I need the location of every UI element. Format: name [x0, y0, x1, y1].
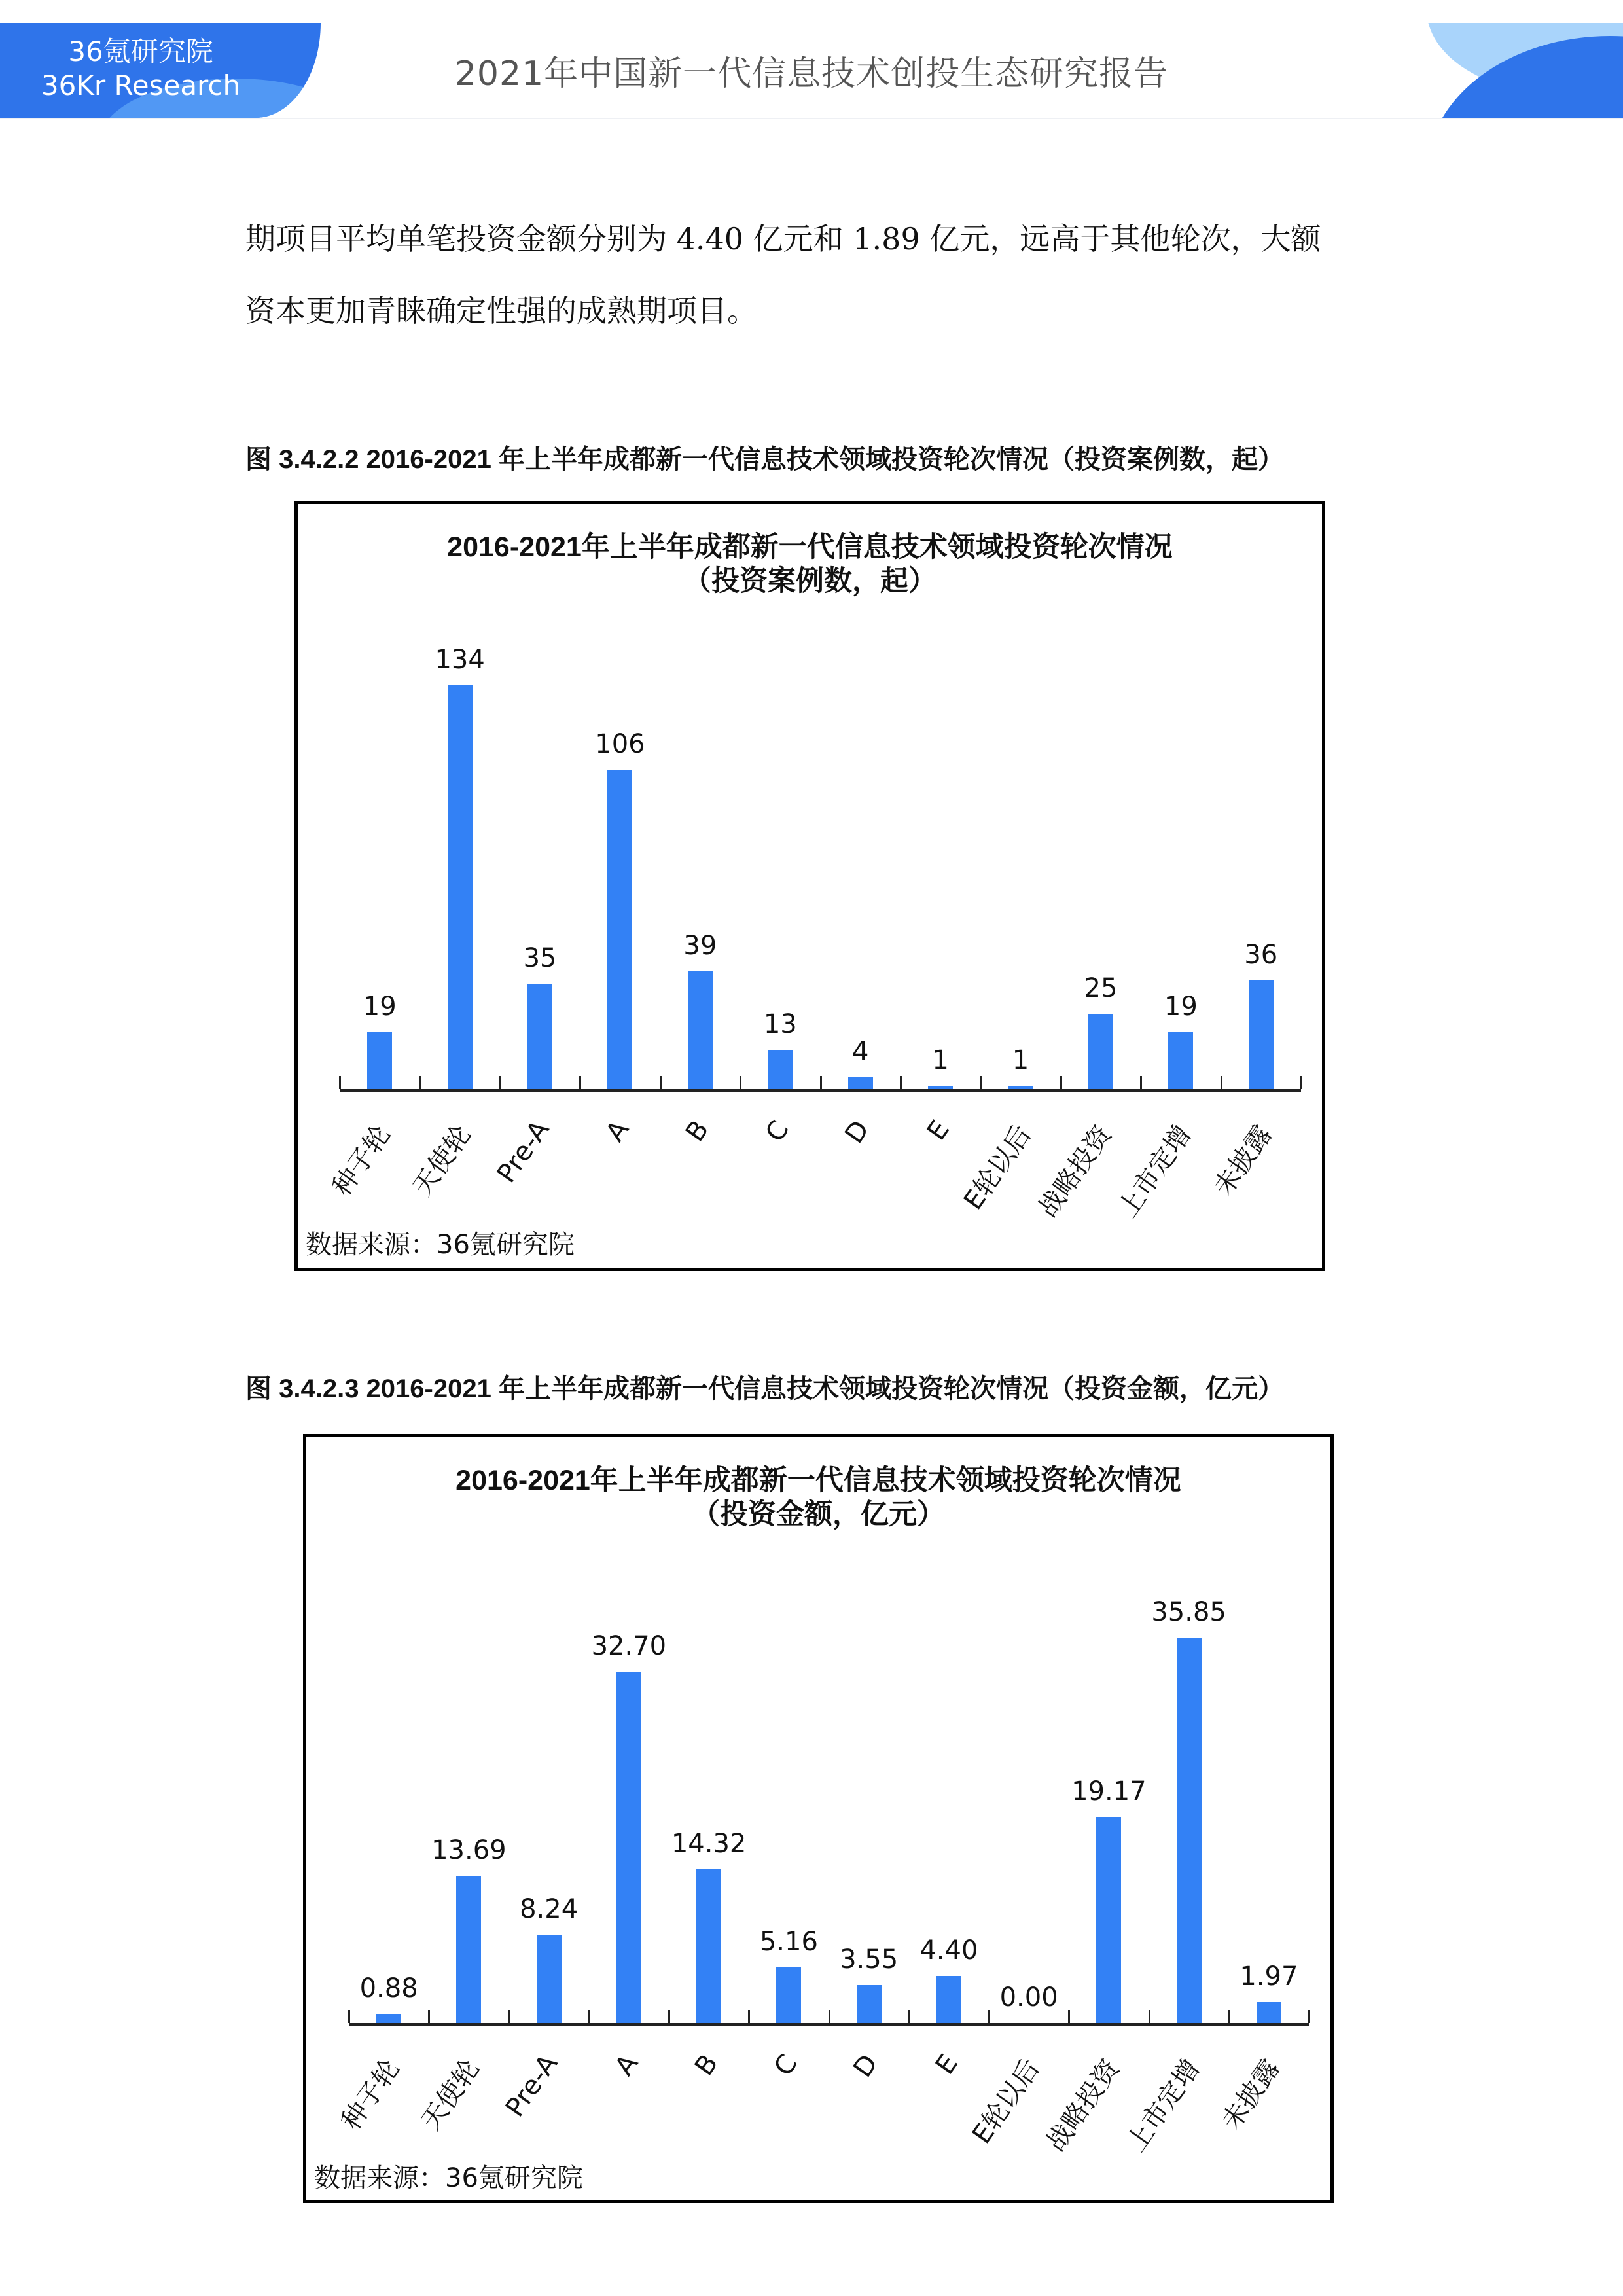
category-label: 战略投资: [1041, 2054, 1126, 2157]
x-axis-tick: [748, 2010, 750, 2023]
bar-value-label: 35.85: [1151, 1597, 1226, 1627]
bar: [688, 971, 713, 1089]
chart-title: [298, 530, 1322, 598]
bar-value-label: 35: [523, 943, 557, 973]
x-axis-tick: [668, 2010, 670, 2023]
x-axis-tick: [1140, 1076, 1142, 1089]
x-axis-tick: [428, 2010, 430, 2023]
x-axis-tick: [1228, 2010, 1230, 2023]
bar: [1096, 1817, 1121, 2023]
body-line-2: 资本更加青睐确定性强的成熟期项目。: [245, 293, 757, 329]
x-axis-tick: [980, 1076, 982, 1089]
bar-value-label: 13.69: [431, 1835, 507, 1865]
x-axis-tick: [339, 1076, 341, 1089]
x-axis-tick: [820, 1076, 822, 1089]
bar-value-label: 32.70: [591, 1631, 667, 1661]
bar: [848, 1077, 873, 1089]
category-label: B: [688, 2049, 724, 2081]
chart-title-line-1: 2016-2021年上半年成都新一代信息技术领域投资轮次情况: [447, 531, 1173, 563]
category-label: E轮以后: [966, 2054, 1046, 2149]
chart-case-count: [294, 501, 1325, 1271]
bar-value-label: 1.97: [1240, 1962, 1298, 1992]
bar-value-label: 1: [932, 1045, 949, 1075]
bar-value-label: 8.24: [520, 1894, 579, 1924]
category-label: Pre-A: [491, 1115, 555, 1189]
x-axis-tick: [508, 2010, 510, 2023]
bar: [537, 1935, 562, 2023]
category-label: 上市定增: [1113, 1120, 1198, 1223]
bar: [1249, 980, 1274, 1089]
bar: [857, 1985, 882, 2023]
report-title: 2021年中国新一代信息技术创投生态研究报告: [454, 54, 1169, 94]
bar: [768, 1050, 793, 1089]
category-label: 未披露: [1216, 2054, 1286, 2136]
bar: [376, 2014, 401, 2023]
bar-value-label: 4: [851, 1037, 869, 1067]
x-axis-tick: [900, 1076, 902, 1089]
bar: [1257, 2002, 1281, 2023]
x-axis-tick: [1149, 2010, 1150, 2023]
logo-en: 36Kr Research: [41, 69, 241, 101]
bar: [1008, 1086, 1033, 1089]
bar-value-label: 4.40: [919, 1935, 978, 1965]
category-label: E轮以后: [958, 1120, 1038, 1215]
category-label: A: [599, 1115, 635, 1147]
category-label: D: [839, 1115, 876, 1149]
x-axis-tick: [740, 1076, 741, 1089]
chart-title-line-2: （投资金额，亿元）: [692, 1499, 945, 1530]
bar-value-label: 1: [1012, 1045, 1029, 1075]
bar-value-label: 0.00: [999, 1982, 1058, 2013]
bar-value-label: 19: [1164, 992, 1198, 1022]
figure-caption-1: 图 3.4.2.2 2016-2021 年上半年成都新一代信息技术领域投资轮次情况（投资案例数，起）: [245, 445, 1284, 474]
x-axis-tick: [660, 1076, 662, 1089]
bar: [1168, 1032, 1193, 1089]
bar: [696, 1869, 721, 2023]
x-axis-tick: [588, 2010, 590, 2023]
category-label: C: [768, 2049, 804, 2082]
x-axis-tick: [1300, 1076, 1302, 1089]
chart-title-line-1: 2016-2021年上半年成都新一代信息技术领域投资轮次情况: [455, 1465, 1181, 1496]
category-label: 种子轮: [336, 2054, 406, 2136]
bar-value-label: 3.55: [840, 1945, 899, 1975]
bar-value-label: 25: [1084, 973, 1118, 1003]
category-label: Pre-A: [499, 2049, 564, 2123]
bar-value-label: 5.16: [759, 1927, 818, 1957]
chart-title: [306, 1463, 1330, 1532]
category-label: 未披露: [1207, 1120, 1278, 1202]
bar-value-label: 134: [435, 645, 485, 675]
bar-value-label: 14.32: [671, 1829, 747, 1859]
chart-investment-amount: [303, 1434, 1334, 2203]
bar: [936, 1976, 961, 2023]
bar-value-label: 19.17: [1071, 1776, 1147, 1806]
category-label: 战略投资: [1033, 1120, 1118, 1223]
x-axis-tick: [908, 2010, 910, 2023]
bar: [616, 1672, 641, 2023]
bar-value-label: 13: [763, 1009, 797, 1039]
chart-title-line-2: （投资案例数，起）: [683, 565, 936, 597]
bar: [367, 1032, 392, 1089]
body-line-1: 期项目平均单笔投资金额分别为 4.40 亿元和 1.89 亿元，远高于其他轮次，大额: [245, 221, 1321, 257]
bar-value-label: 19: [363, 992, 397, 1022]
x-axis-tick: [1060, 1076, 1062, 1089]
category-label: D: [847, 2049, 884, 2083]
bar: [448, 685, 473, 1089]
category-label: 天使轮: [416, 2054, 486, 2136]
category-label: 天使轮: [406, 1120, 477, 1202]
bar: [776, 1967, 801, 2023]
data-source: 数据来源：36氪研究院: [306, 1230, 575, 1260]
page-header: [0, 23, 1623, 119]
x-axis-tick: [348, 2010, 350, 2023]
logo-cn: 36氪研究院: [68, 35, 213, 67]
bar-value-label: 36: [1244, 940, 1278, 970]
x-axis-tick: [829, 2010, 830, 2023]
bar-value-label: 39: [683, 931, 717, 961]
bar: [527, 984, 552, 1089]
x-axis-line: [340, 1089, 1301, 1092]
data-source: 数据来源：36氪研究院: [314, 2163, 583, 2193]
x-axis-line: [349, 2023, 1309, 2026]
x-axis-tick: [419, 1076, 421, 1089]
bar-value-label: 0.88: [359, 1973, 418, 2003]
bar: [1177, 1638, 1202, 2023]
category-label: 上市定增: [1120, 2054, 1206, 2157]
category-label: C: [760, 1115, 796, 1148]
bar: [928, 1086, 953, 1089]
x-axis-tick: [1308, 2010, 1310, 2023]
bar-value-label: 106: [595, 729, 645, 759]
category-label: 种子轮: [327, 1120, 397, 1202]
bar: [456, 1876, 481, 2023]
category-label: E: [921, 1115, 955, 1146]
x-axis-tick: [579, 1076, 581, 1089]
body-paragraph: [245, 203, 1397, 347]
x-axis-tick: [1221, 1076, 1222, 1089]
category-label: A: [609, 2049, 644, 2081]
bar: [1088, 1014, 1113, 1089]
x-axis-tick: [499, 1076, 501, 1089]
figure-caption-2: 图 3.4.2.3 2016-2021 年上半年成都新一代信息技术领域投资轮次情况（投资金额，亿元）: [245, 1374, 1284, 1403]
category-label: E: [929, 2049, 964, 2080]
category-label: B: [680, 1115, 715, 1147]
bar: [607, 770, 632, 1089]
